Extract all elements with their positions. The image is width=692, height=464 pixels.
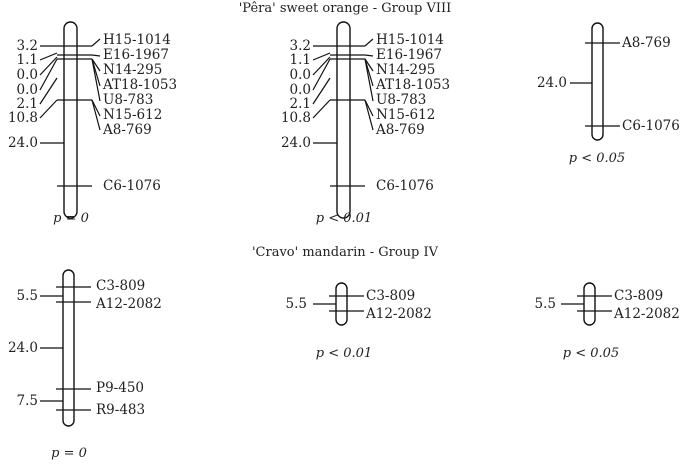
group-viii-title: 'Pêra' sweet orange - Group VIII bbox=[238, 1, 452, 16]
distance-label: 5.5 bbox=[534, 296, 556, 312]
linkage-group-cravo-p005 bbox=[535, 283, 680, 361]
p-value-label: p = 0 bbox=[53, 211, 89, 226]
distance-label: 0.0 bbox=[16, 67, 38, 83]
distance-label: 24.0 bbox=[536, 75, 567, 91]
distance-label: 2.1 bbox=[289, 96, 311, 112]
distance-leader bbox=[40, 100, 57, 118]
marker-label: A12-2082 bbox=[614, 306, 680, 322]
distance-label: 7.5 bbox=[16, 393, 38, 409]
distance-label: 24.0 bbox=[7, 340, 38, 356]
leader-line bbox=[92, 100, 100, 130]
p-value-label: p < 0.05 bbox=[562, 346, 620, 361]
linkage-group-pera-p001 bbox=[281, 22, 450, 226]
marker-label: H15-1014 bbox=[376, 32, 444, 48]
p-value-label: p < 0.01 bbox=[315, 211, 373, 226]
distance-leader bbox=[40, 59, 57, 90]
distance-label: 1.1 bbox=[16, 52, 38, 68]
distance-leader bbox=[40, 78, 57, 104]
distance-label: 24.0 bbox=[280, 135, 311, 151]
chromosome-bar bbox=[337, 22, 350, 218]
distance-label: 0.0 bbox=[16, 82, 38, 98]
leader-line bbox=[92, 39, 100, 46]
group-iv-title: 'Cravo' mandarin - Group IV bbox=[251, 245, 439, 260]
distance-label: 2.1 bbox=[16, 96, 38, 112]
distance-label: 10.8 bbox=[280, 110, 311, 126]
distance-label: 5.5 bbox=[16, 288, 38, 304]
marker-label: R9-483 bbox=[96, 402, 146, 418]
linkage-group-pera-p005 bbox=[537, 23, 680, 166]
marker-label: N14-295 bbox=[103, 62, 163, 78]
leader-line bbox=[365, 55, 373, 56]
chromosome-bar bbox=[336, 283, 347, 325]
marker-label: A12-2082 bbox=[366, 306, 432, 322]
distance-label: 24.0 bbox=[7, 135, 38, 151]
marker-label: A8-769 bbox=[622, 35, 671, 51]
marker-label: C6-1076 bbox=[103, 178, 161, 194]
marker-label: AT18-1053 bbox=[376, 77, 451, 93]
leader-line bbox=[365, 39, 373, 46]
distance-leader bbox=[313, 100, 330, 118]
marker-label: U8-783 bbox=[103, 92, 154, 108]
distance-leader bbox=[313, 57, 330, 75]
linkage-group-pera-p0 bbox=[8, 22, 177, 226]
p-value-label: p < 0.01 bbox=[315, 346, 373, 361]
distance-label: 3.2 bbox=[289, 38, 311, 54]
linkage-group-cravo-p001 bbox=[286, 283, 432, 361]
marker-label: A8-769 bbox=[376, 122, 425, 138]
marker-label: A12-2082 bbox=[96, 296, 162, 312]
linkage-group-cravo-p0 bbox=[8, 270, 162, 461]
marker-label: P9-450 bbox=[96, 380, 145, 396]
marker-label: U8-783 bbox=[376, 92, 427, 108]
marker-label: N15-612 bbox=[103, 107, 163, 123]
marker-label: C3-809 bbox=[614, 288, 664, 304]
chromosome-bar bbox=[63, 270, 74, 426]
marker-label: C6-1076 bbox=[622, 118, 680, 134]
leader-line bbox=[365, 100, 373, 130]
marker-label: N15-612 bbox=[376, 107, 436, 123]
distance-label: 1.1 bbox=[289, 52, 311, 68]
marker-label: N14-295 bbox=[376, 62, 436, 78]
distance-leader bbox=[313, 78, 330, 104]
chromosome-bar bbox=[592, 23, 603, 140]
distance-label: 3.2 bbox=[16, 38, 38, 54]
chromosome-bar bbox=[64, 22, 77, 218]
distance-label: 10.8 bbox=[7, 110, 38, 126]
leader-line bbox=[92, 55, 100, 56]
marker-label: H15-1014 bbox=[103, 32, 171, 48]
distance-label: 0.0 bbox=[289, 82, 311, 98]
p-value-label: p = 0 bbox=[51, 446, 87, 461]
distance-label: 5.5 bbox=[285, 296, 307, 312]
distance-leader bbox=[313, 59, 330, 90]
distance-label: 0.0 bbox=[289, 67, 311, 83]
marker-label: C3-809 bbox=[96, 278, 146, 294]
marker-label: A8-769 bbox=[103, 122, 152, 138]
marker-label: C6-1076 bbox=[376, 178, 434, 194]
marker-label: AT18-1053 bbox=[103, 77, 178, 93]
marker-label: E16-1967 bbox=[103, 47, 169, 63]
marker-label: E16-1967 bbox=[376, 47, 442, 63]
distance-leader bbox=[40, 57, 57, 75]
p-value-label: p < 0.05 bbox=[568, 151, 626, 166]
marker-label: C3-809 bbox=[366, 288, 416, 304]
chromosome-bar bbox=[584, 283, 595, 325]
